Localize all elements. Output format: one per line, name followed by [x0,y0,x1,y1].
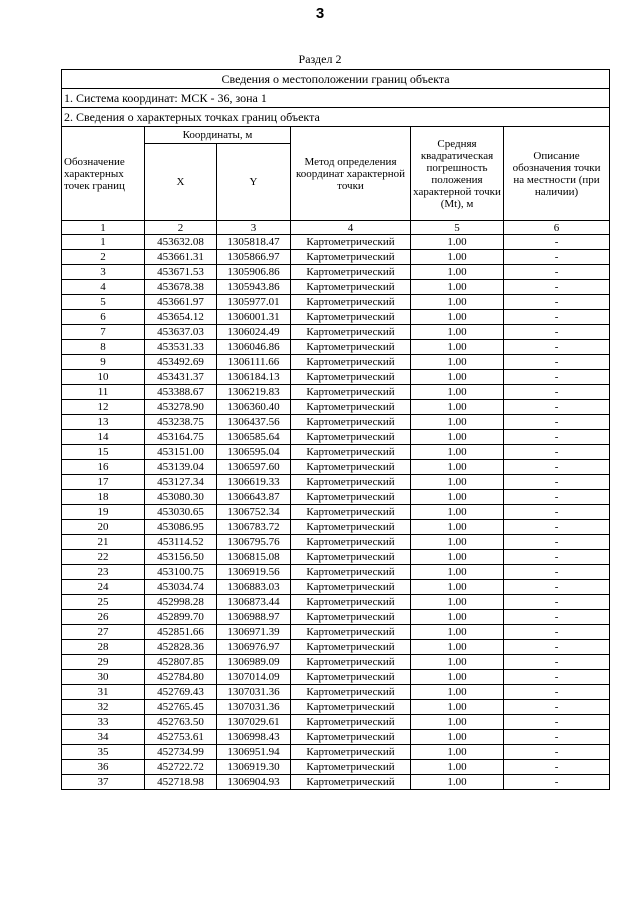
y-coord-cell: 1307031.36 [217,685,291,700]
description-cell: - [504,325,610,340]
x-coord-cell: 452851.66 [145,625,217,640]
column-number: 3 [217,221,291,235]
header-coords: Координаты, м [145,127,291,144]
description-cell: - [504,280,610,295]
table-row [62,670,610,685]
table-row [62,445,610,460]
description-cell: - [504,700,610,715]
accuracy-cell: 1.00 [411,340,504,355]
method-cell: Картометрический [291,460,411,475]
x-coord-cell: 452753.61 [145,730,217,745]
accuracy-cell: 1.00 [411,625,504,640]
point-id-cell: 7 [62,325,145,340]
description-cell: - [504,595,610,610]
table-row [62,550,610,565]
method-cell: Картометрический [291,400,411,415]
accuracy-cell: 1.00 [411,550,504,565]
description-cell: - [504,265,610,280]
method-cell: Картометрический [291,640,411,655]
table-title-row [62,70,610,89]
description-cell: - [504,625,610,640]
description-cell: - [504,400,610,415]
y-coord-cell: 1306976.97 [217,640,291,655]
table-row [62,565,610,580]
accuracy-cell: 1.00 [411,655,504,670]
y-coord-cell: 1306988.97 [217,610,291,625]
point-id-cell: 2 [62,250,145,265]
method-cell: Картометрический [291,475,411,490]
column-number: 6 [504,221,610,235]
point-id-cell: 28 [62,640,145,655]
x-coord-cell: 453080.30 [145,490,217,505]
point-id-cell: 20 [62,520,145,535]
point-id-cell: 37 [62,775,145,790]
x-coord-cell: 453654.12 [145,310,217,325]
point-id-cell: 25 [62,595,145,610]
table-row [62,655,610,670]
point-id-cell: 12 [62,400,145,415]
method-cell: Картометрический [291,775,411,790]
y-coord-cell: 1305866.97 [217,250,291,265]
description-cell: - [504,355,610,370]
description-cell: - [504,385,610,400]
accuracy-cell: 1.00 [411,565,504,580]
y-coord-cell: 1306595.04 [217,445,291,460]
method-cell: Картометрический [291,505,411,520]
y-coord-cell: 1306951.94 [217,745,291,760]
x-coord-cell: 453431.37 [145,370,217,385]
table-row [62,310,610,325]
y-coord-cell: 1306783.72 [217,520,291,535]
point-id-cell: 13 [62,415,145,430]
description-cell: - [504,775,610,790]
description-cell: - [504,340,610,355]
method-cell: Картометрический [291,610,411,625]
header-description: Описание обозначения точки на местности (при наличии) [504,127,610,221]
point-id-cell: 22 [62,550,145,565]
method-cell: Картометрический [291,520,411,535]
table-row [62,685,610,700]
x-coord-cell: 453637.03 [145,325,217,340]
point-id-cell: 29 [62,655,145,670]
method-cell: Картометрический [291,625,411,640]
y-coord-cell: 1306437.56 [217,415,291,430]
method-cell: Картометрический [291,445,411,460]
accuracy-cell: 1.00 [411,400,504,415]
coord-system-row [62,89,610,108]
method-cell: Картометрический [291,580,411,595]
y-coord-cell: 1305943.86 [217,280,291,295]
point-id-cell: 23 [62,565,145,580]
table-row [62,355,610,370]
table-row [62,385,610,400]
x-coord-cell: 452722.72 [145,760,217,775]
table-row [62,265,610,280]
x-coord-cell: 453492.69 [145,355,217,370]
description-cell: - [504,445,610,460]
accuracy-cell: 1.00 [411,760,504,775]
x-coord-cell: 453531.33 [145,340,217,355]
table-row [62,430,610,445]
accuracy-cell: 1.00 [411,310,504,325]
method-cell: Картометрический [291,340,411,355]
header-accuracy: Средняя квадратическая погрешность положения характерной точки (Mt), м [411,127,504,221]
method-cell: Картометрический [291,565,411,580]
table-row [62,610,610,625]
y-coord-cell: 1306919.56 [217,565,291,580]
description-cell: - [504,655,610,670]
x-coord-cell: 453388.67 [145,385,217,400]
header-row-1 [62,127,610,144]
point-id-cell: 30 [62,670,145,685]
y-coord-cell: 1306998.43 [217,730,291,745]
method-cell: Картометрический [291,490,411,505]
method-cell: Картометрический [291,700,411,715]
y-coord-cell: 1305818.47 [217,235,291,250]
table-row [62,505,610,520]
table-row [62,715,610,730]
coord-system: 1. Система координат: МСК - 36, зона 1 [62,89,610,108]
table-row [62,580,610,595]
x-coord-cell: 453127.34 [145,475,217,490]
x-coord-cell: 453139.04 [145,460,217,475]
y-coord-cell: 1306001.31 [217,310,291,325]
point-id-cell: 15 [62,445,145,460]
x-coord-cell: 453164.75 [145,430,217,445]
table-row [62,295,610,310]
point-id-cell: 24 [62,580,145,595]
table-row [62,625,610,640]
description-cell: - [504,535,610,550]
y-coord-cell: 1306795.76 [217,535,291,550]
y-coord-cell: 1306024.49 [217,325,291,340]
x-coord-cell: 453632.08 [145,235,217,250]
point-id-cell: 5 [62,295,145,310]
point-id-cell: 35 [62,745,145,760]
accuracy-cell: 1.00 [411,265,504,280]
accuracy-cell: 1.00 [411,715,504,730]
x-coord-cell: 452828.36 [145,640,217,655]
x-coord-cell: 452784.80 [145,670,217,685]
table-row [62,235,610,250]
point-id-cell: 34 [62,730,145,745]
description-cell: - [504,235,610,250]
y-coord-cell: 1306919.30 [217,760,291,775]
table-row [62,250,610,265]
y-coord-cell: 1306046.86 [217,340,291,355]
accuracy-cell: 1.00 [411,475,504,490]
accuracy-cell: 1.00 [411,745,504,760]
method-cell: Картометрический [291,370,411,385]
method-cell: Картометрический [291,535,411,550]
method-cell: Картометрический [291,415,411,430]
x-coord-cell: 453278.90 [145,400,217,415]
x-coord-cell: 453156.50 [145,550,217,565]
y-coord-cell: 1306585.64 [217,430,291,445]
method-cell: Картометрический [291,265,411,280]
x-coord-cell: 453100.75 [145,565,217,580]
description-cell: - [504,610,610,625]
accuracy-cell: 1.00 [411,250,504,265]
accuracy-cell: 1.00 [411,640,504,655]
point-id-cell: 1 [62,235,145,250]
description-cell: - [504,715,610,730]
y-coord-cell: 1305977.01 [217,295,291,310]
description-cell: - [504,730,610,745]
table-row [62,775,610,790]
description-cell: - [504,475,610,490]
accuracy-cell: 1.00 [411,580,504,595]
table-title: Сведения о местоположении границ объекта [62,70,610,89]
table-row [62,760,610,775]
column-number: 2 [145,221,217,235]
x-coord-cell: 452763.50 [145,715,217,730]
column-number: 4 [291,221,411,235]
table-row [62,730,610,745]
point-id-cell: 16 [62,460,145,475]
description-cell: - [504,550,610,565]
point-id-cell: 10 [62,370,145,385]
accuracy-cell: 1.00 [411,595,504,610]
accuracy-cell: 1.00 [411,445,504,460]
point-id-cell: 26 [62,610,145,625]
description-cell: - [504,370,610,385]
x-coord-cell: 453238.75 [145,415,217,430]
section-title: Раздел 2 [298,52,342,66]
x-coord-cell: 452718.98 [145,775,217,790]
method-cell: Картометрический [291,685,411,700]
x-coord-cell: 453114.52 [145,535,217,550]
method-cell: Картометрический [291,430,411,445]
method-cell: Картометрический [291,325,411,340]
table-row [62,535,610,550]
point-id-cell: 17 [62,475,145,490]
method-cell: Картометрический [291,550,411,565]
point-id-cell: 8 [62,340,145,355]
y-coord-cell: 1307014.09 [217,670,291,685]
accuracy-cell: 1.00 [411,295,504,310]
x-coord-cell: 453678.38 [145,280,217,295]
x-coord-cell: 453661.97 [145,295,217,310]
description-cell: - [504,685,610,700]
point-id-cell: 27 [62,625,145,640]
y-coord-cell: 1306815.08 [217,550,291,565]
accuracy-cell: 1.00 [411,325,504,340]
y-coord-cell: 1306873.44 [217,595,291,610]
method-cell: Картометрический [291,760,411,775]
point-id-cell: 14 [62,430,145,445]
x-coord-cell: 452899.70 [145,610,217,625]
y-coord-cell: 1305906.86 [217,265,291,280]
points-heading-row [62,108,610,127]
y-coord-cell: 1306597.60 [217,460,291,475]
boundary-points-table [61,69,610,790]
y-coord-cell: 1306904.93 [217,775,291,790]
method-cell: Картометрический [291,355,411,370]
x-coord-cell: 452998.28 [145,595,217,610]
method-cell: Картометрический [291,670,411,685]
table-row [62,340,610,355]
method-cell: Картометрический [291,280,411,295]
accuracy-cell: 1.00 [411,730,504,745]
y-coord-cell: 1306619.33 [217,475,291,490]
description-cell: - [504,415,610,430]
point-id-cell: 6 [62,310,145,325]
accuracy-cell: 1.00 [411,460,504,475]
method-cell: Картометрический [291,745,411,760]
table-row [62,460,610,475]
x-coord-cell: 453661.31 [145,250,217,265]
y-coord-cell: 1306184.13 [217,370,291,385]
y-coord-cell: 1306971.39 [217,625,291,640]
point-id-cell: 4 [62,280,145,295]
header-point-id: Обозначение характерных точек границ [62,127,145,221]
accuracy-cell: 1.00 [411,670,504,685]
table-row [62,700,610,715]
accuracy-cell: 1.00 [411,430,504,445]
accuracy-cell: 1.00 [411,370,504,385]
table-row [62,490,610,505]
accuracy-cell: 1.00 [411,505,504,520]
point-id-cell: 3 [62,265,145,280]
method-cell: Картометрический [291,715,411,730]
column-number: 1 [62,221,145,235]
description-cell: - [504,520,610,535]
x-coord-cell: 452734.99 [145,745,217,760]
description-cell: - [504,430,610,445]
table-row [62,595,610,610]
description-cell: - [504,745,610,760]
table-row [62,475,610,490]
description-cell: - [504,760,610,775]
method-cell: Картометрический [291,235,411,250]
description-cell: - [504,565,610,580]
accuracy-cell: 1.00 [411,685,504,700]
table-row [62,640,610,655]
x-coord-cell: 453086.95 [145,520,217,535]
method-cell: Картометрический [291,295,411,310]
y-coord-cell: 1307031.36 [217,700,291,715]
y-coord-cell: 1306883.03 [217,580,291,595]
method-cell: Картометрический [291,655,411,670]
accuracy-cell: 1.00 [411,775,504,790]
header-x: X [145,144,217,221]
table-row [62,415,610,430]
description-cell: - [504,250,610,265]
accuracy-cell: 1.00 [411,535,504,550]
accuracy-cell: 1.00 [411,520,504,535]
description-cell: - [504,640,610,655]
method-cell: Картометрический [291,250,411,265]
column-numbers-row [62,221,610,235]
method-cell: Картометрический [291,730,411,745]
accuracy-cell: 1.00 [411,355,504,370]
description-cell: - [504,490,610,505]
point-id-cell: 11 [62,385,145,400]
y-coord-cell: 1306111.66 [217,355,291,370]
x-coord-cell: 453151.00 [145,445,217,460]
accuracy-cell: 1.00 [411,700,504,715]
page-number: 3 [315,5,325,22]
table-row [62,280,610,295]
accuracy-cell: 1.00 [411,610,504,625]
table-row [62,520,610,535]
point-id-cell: 9 [62,355,145,370]
column-number: 5 [411,221,504,235]
x-coord-cell: 453034.74 [145,580,217,595]
x-coord-cell: 452807.85 [145,655,217,670]
description-cell: - [504,670,610,685]
x-coord-cell: 453671.53 [145,265,217,280]
method-cell: Картометрический [291,595,411,610]
accuracy-cell: 1.00 [411,490,504,505]
y-coord-cell: 1306989.09 [217,655,291,670]
point-id-cell: 36 [62,760,145,775]
accuracy-cell: 1.00 [411,415,504,430]
header-y: Y [217,144,291,221]
table-row [62,745,610,760]
point-id-cell: 32 [62,700,145,715]
x-coord-cell: 453030.65 [145,505,217,520]
table-row [62,370,610,385]
point-id-cell: 19 [62,505,145,520]
table-row [62,400,610,415]
x-coord-cell: 452769.43 [145,685,217,700]
x-coord-cell: 452765.45 [145,700,217,715]
y-coord-cell: 1306643.87 [217,490,291,505]
points-heading: 2. Сведения о характерных точках границ объекта [62,108,610,127]
description-cell: - [504,310,610,325]
point-id-cell: 18 [62,490,145,505]
y-coord-cell: 1306219.83 [217,385,291,400]
point-id-cell: 31 [62,685,145,700]
point-id-cell: 21 [62,535,145,550]
description-cell: - [504,460,610,475]
point-id-cell: 33 [62,715,145,730]
method-cell: Картометрический [291,385,411,400]
method-cell: Картометрический [291,310,411,325]
y-coord-cell: 1306752.34 [217,505,291,520]
y-coord-cell: 1306360.40 [217,400,291,415]
table-row [62,325,610,340]
description-cell: - [504,580,610,595]
y-coord-cell: 1307029.61 [217,715,291,730]
description-cell: - [504,295,610,310]
accuracy-cell: 1.00 [411,235,504,250]
header-method: Метод определения координат характерной точки [291,127,411,221]
accuracy-cell: 1.00 [411,385,504,400]
description-cell: - [504,505,610,520]
accuracy-cell: 1.00 [411,280,504,295]
